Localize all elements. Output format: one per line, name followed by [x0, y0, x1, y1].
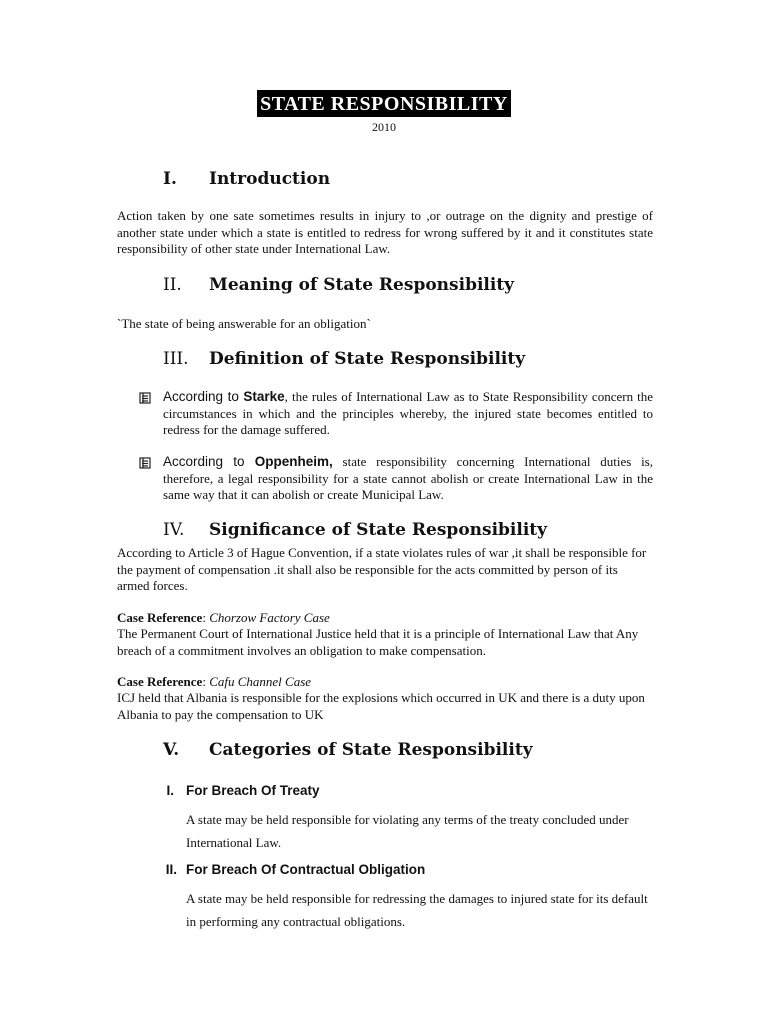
case-reference-chorzow [117, 610, 330, 626]
page-title: STATE RESPONSIBILITY [257, 90, 511, 117]
category-title-treaty: For Breach Of Treaty [186, 783, 320, 798]
section-number: III. [163, 349, 189, 369]
case-sep: : [202, 674, 210, 689]
definition-body: the rules of International Law as to State Responsibility concern the circumstances in which and the principles whereby, the injured state becomes entitled to redress for the damage suffered. [163, 389, 653, 437]
meaning-paragraph: `The state of being answerable for an obligation` [117, 316, 371, 331]
case-sep: : [202, 610, 210, 625]
definition-text [163, 389, 653, 439]
definition-lead: According to [163, 389, 244, 404]
case-label: Case Reference [117, 674, 203, 689]
definition-lead: According to [163, 454, 255, 469]
case-name: Cafu Channel Case [209, 674, 312, 689]
definition-author: Oppenheim, [254, 454, 333, 469]
section-title: Introduction [209, 169, 331, 189]
case-text-cafu: ICJ held that Albania is responsible for the explosions which occurred in UK and there is a duty upon Albania to pay the compensation to UK [117, 690, 645, 722]
checklist-bullet-icon [139, 457, 151, 469]
title-wrap [0, 90, 768, 117]
case-reference-cafu [117, 674, 311, 690]
definition-author: Starke [243, 389, 285, 404]
year: 2010 [372, 120, 396, 134]
significance-paragraph: According to Article 3 of Hague Convention, if a state violates rules of war ,it shall be responsible for the payment of compensation .it shall also be responsible for the acts committed by person of its armed forces. [117, 545, 647, 593]
section-title: Meaning of State Responsibility [209, 275, 515, 295]
category-title-contractual: For Breach Of Contractual Obligation [186, 862, 426, 877]
definition-punct: , [284, 389, 288, 404]
section-title: Categories of State Responsibility [209, 740, 533, 760]
section-number: II. [163, 275, 182, 295]
checklist-bullet-icon [139, 392, 151, 404]
case-name: Chorzow Factory Case [209, 610, 330, 625]
case-text-chorzow: The Permanent Court of International Justice held that it is a principle of International Law that Any breach of a commitment involves an obligation to make compensation. [117, 626, 639, 658]
section-number: V. [163, 740, 180, 760]
category-text-treaty: A state may be held responsible for violating any terms of the treaty concluded under International Law. [186, 812, 629, 850]
definition-text [163, 454, 653, 504]
category-text-contractual: A state may be held responsible for redressing the damages to injured state for its default in performing any contractual obligations. [186, 891, 648, 929]
definition-body: state responsibility concerning International duties is, therefore, a legal responsibility for a state cannot abolish or create International Law in the same way that it can abolish or create Municipal Law. [163, 454, 653, 502]
section-title: Significance of State Responsibility [209, 520, 548, 540]
section-number: IV. [163, 520, 185, 540]
case-label: Case Reference [117, 610, 203, 625]
section-number: I. [163, 169, 177, 189]
section-title: Definition of State Responsibility [209, 349, 526, 369]
intro-paragraph: Action taken by one sate sometimes results in injury to ,or outrage on the dignity and prestige of another state under which a state is entitled to redress for wrong suffered by it and it constitutes state responsibility of other state under International Law. [117, 208, 653, 256]
